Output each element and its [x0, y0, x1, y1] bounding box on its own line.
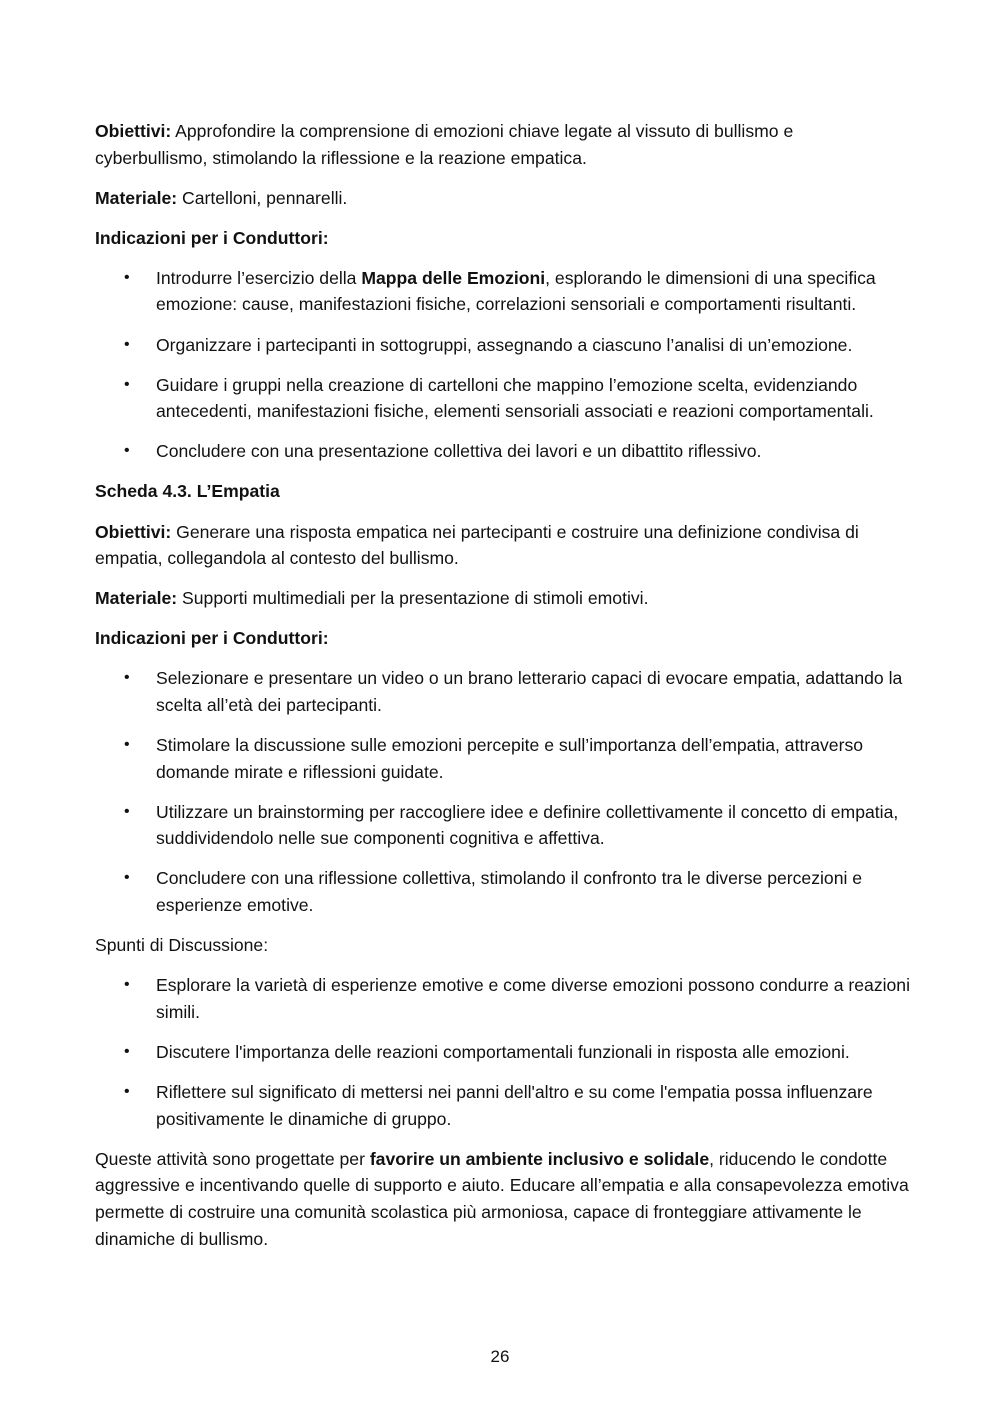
conductor-guidelines-list-1: [95, 265, 910, 465]
discussion-list: [95, 972, 910, 1132]
conductor-guidelines-heading-1: Indicazioni per i Conduttori:: [95, 227, 329, 248]
material-paragraph-2: [95, 585, 910, 612]
list-item: • Riflettere sul significato di mettersi nei panni dell'altro e su come l'empatia possa influenzare positivamente le dinamiche di gruppo.: [95, 1079, 910, 1132]
objectives-label: Obiettivi:: [95, 121, 172, 141]
list-item: • Utilizzare un brainstorming per raccogliere idee e definire collettivamente il concetto di empatia, suddividendolo nelle sue componenti cognitiva e affettiva.: [95, 799, 910, 852]
material-label: Materiale:: [95, 588, 178, 609]
list-item: • Discutere l'importanza delle reazioni comportamentali funzionali in risposta alle emozioni.: [95, 1039, 910, 1066]
document-body: [95, 118, 910, 1266]
list-item: • Organizzare i partecipanti in sottogruppi, assegnando a ciascuno l’analisi di un’emozione.: [95, 332, 910, 359]
page-number: 26: [490, 1347, 510, 1366]
list-item: • Selezionare e presentare un video o un brano letterario capaci di evocare empatia, adattando la scelta all’età dei partecipanti.: [95, 665, 910, 718]
material-text: Supporti multimediali per la presentazione di stimoli emotivi.: [177, 588, 649, 609]
objectives-text: Generare una risposta empatica nei partecipanti e costruire una definizione condivisa di empatia, collegandola al contesto del bullismo.: [95, 521, 859, 569]
list-item: • Introdurre l’esercizio della Mappa delle Emozioni, esplorando le dimensioni di una specifica emozione: cause, manifestazioni fisiche, correlazioni sensoriali e comportamenti risultanti.: [95, 265, 910, 318]
list-item: • Guidare i gruppi nella creazione di cartelloni che mappino l’emozione scelta, evidenziando antecedenti, manifestazioni fisiche, elementi sensoriali associati e reazioni comportamentali.: [95, 372, 910, 425]
objectives-paragraph-1: [95, 118, 910, 171]
objectives-paragraph-2: [95, 519, 910, 572]
list-item: • Concludere con una presentazione collettiva dei lavori e un dibattito riflessivo.: [95, 438, 910, 465]
list-item: • Stimolare la discussione sulle emozioni percepite e sull’importanza dell’empatia, attraverso domande mirate e riflessioni guidate.: [95, 732, 910, 785]
objectives-text: Approfondire la comprensione di emozioni chiave legate al vissuto di bullismo e cyberbullismo, stimolando la riflessione e la reazione empatica.: [95, 121, 794, 168]
emphasis-text: favorire un ambiente inclusivo e solidale: [369, 1148, 710, 1169]
conductor-guidelines-list-2: [95, 665, 910, 918]
objectives-label: Obiettivi:: [95, 521, 172, 542]
list-item: • Concludere con una riflessione collettiva, stimolando il confronto tra le diverse percezioni e esperienze emotive.: [95, 865, 910, 918]
material-text: Cartelloni, pennarelli.: [177, 187, 348, 208]
discussion-heading: Spunti di Discussione:: [95, 935, 269, 956]
material-label: Materiale:: [95, 187, 178, 208]
list-item: • Esplorare la varietà di esperienze emotive e come diverse emozioni possono condurre a reazioni simili.: [95, 972, 910, 1025]
material-paragraph-1: [95, 185, 910, 212]
emphasis-text: Mappa delle Emozioni: [361, 267, 546, 288]
section-heading: Scheda 4.3. L’Empatia: [95, 481, 280, 502]
conductor-guidelines-heading-2: Indicazioni per i Conduttori:: [95, 628, 329, 649]
conclusion-paragraph: Queste attività sono progettate per favorire un ambiente inclusivo e solidale, riducendo le condotte aggressive e incentivando quelle di supporto e aiuto. Educare all’empatia e alla consapevolezza emotiva permette di costruire una comunità scolastica più armoniosa, capace di fronteggiare attivamente le dinamiche di bullismo.: [95, 1148, 909, 1249]
